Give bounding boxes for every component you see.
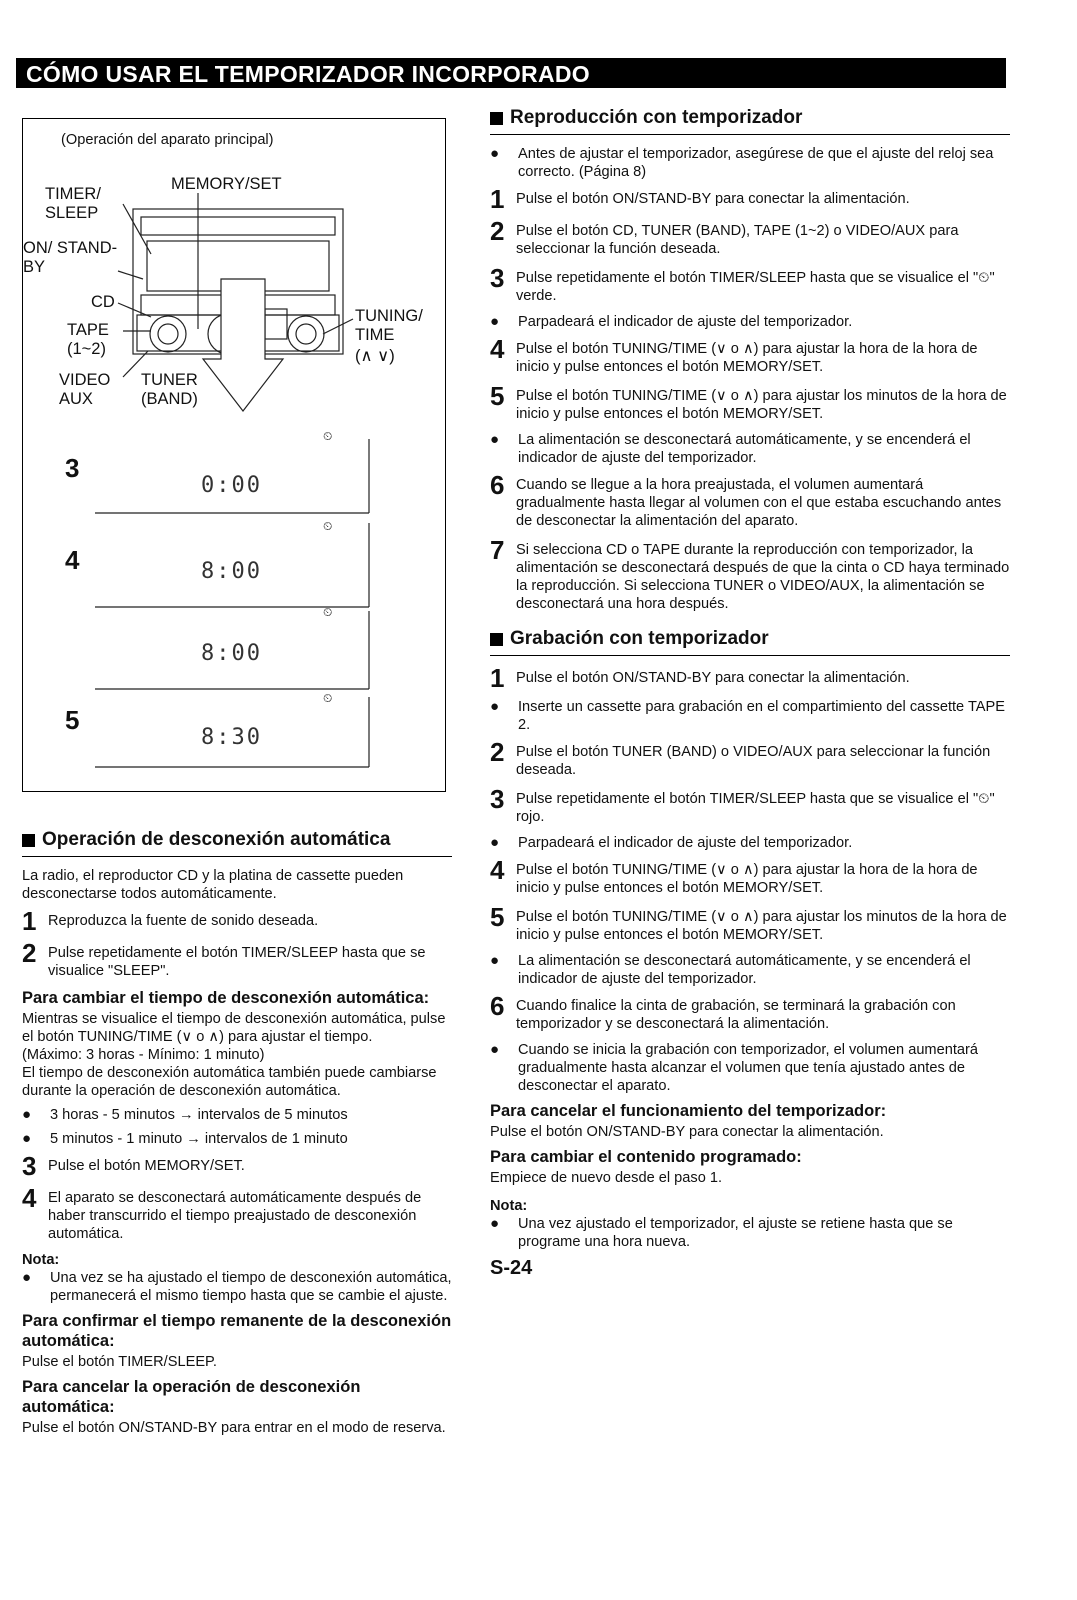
- bullet-item: ● 5 minutos - 1 minuto → intervalos de 1 minuto: [22, 1130, 348, 1147]
- change-time-note: El tiempo de desconexión automática también puede cambiarse durante la operación de desconexión automática.: [22, 1065, 437, 1099]
- bullet-item: ● Una vez ajustado el temporizador, el ajuste se retiene hasta que se programe una hora nueva.: [490, 1215, 953, 1250]
- recording-list: [490, 663, 1010, 1095]
- step: 4 Pulse el botón TUNING/TIME (∨ o ∧) para ajustar la hora de la hora de inicio y pulse entonces el botón MEMORY/SET.: [490, 334, 978, 375]
- timer-blink-icon: ⏲: [323, 605, 333, 619]
- page-title: CÓMO USAR EL TEMPORIZADOR INCORPORADO: [26, 61, 590, 87]
- cancel-timer-heading: Para cancelar el funcionamiento del temporizador:: [490, 1102, 887, 1120]
- label-memory-set: MEMORY/SET: [171, 175, 282, 193]
- cancel-auto-off-text: Pulse el botón ON/STAND-BY para entrar en el modo de reserva.: [22, 1420, 446, 1436]
- change-time-heading: Para cambiar el tiempo de desconexión automática:: [22, 989, 430, 1007]
- step: 3 Pulse repetidamente el botón TIMER/SLEEP hasta que se visualice el "⏲" rojo.: [490, 784, 995, 825]
- unit-diagram: [22, 118, 446, 792]
- page-header-bar: [16, 58, 1006, 88]
- label-tuner-band: TUNER (BAND): [141, 371, 198, 408]
- label-tuning-time: TUNING/ TIME: [355, 307, 423, 344]
- step: 7 Si selecciona CD o TAPE durante la reproducción con temporizador, la alimentación se desconectará después de que la cinta o CD haya terminado la reproducción. Si selecciona TUNER o VIDEO/AUX, la alimentación se desconectará una hora después.: [490, 535, 1010, 612]
- bullet-item: ● Una vez se ha ajustado el tiempo de desconexión automática, permanecerá el mismo tiempo hasta que se cambie el ajuste.: [22, 1269, 452, 1304]
- step: 4 El aparato se desconectará automáticamente después de haber transcurrido el tiempo preajustado de desconexión automática.: [22, 1183, 422, 1242]
- diagram-step-4: 4: [65, 545, 80, 575]
- diagram-step-3: 3: [65, 453, 80, 483]
- cancel-auto-off-heading: Para cancelar la operación de desconexión automática:: [22, 1378, 361, 1416]
- nota-label: Nota:: [22, 1252, 60, 1268]
- label-on-standby: ON/ STAND-BY: [23, 239, 118, 276]
- bullet-item: ● La alimentación se desconectará automáticamente, y se encenderá el indicador de ajuste del temporizador.: [490, 431, 971, 466]
- auto-off-section: [22, 828, 452, 1443]
- bullet-item: ● Antes de ajustar el temporizador, asegúrese de que el ajuste del reloj sea correcto. (Página 8): [490, 145, 994, 180]
- playback-list: [490, 145, 1010, 613]
- step: 6 Cuando finalice la cinta de grabación, se terminará la grabación con temporizador y se desconectará la alimentación.: [490, 991, 956, 1032]
- bullet-item: ● Cuando se inicia la grabación con temporizador, el volumen aumentará gradualmente hasta alcanzar el volumen que tenía ajustado antes de desconectar el aparato.: [490, 1041, 978, 1094]
- step: 3 Pulse repetidamente el botón TIMER/SLEEP hasta que se visualice el "⏲" verde.: [490, 263, 995, 304]
- display-step-5: 8:30: [201, 725, 262, 750]
- auto-off-heading: Operación de desconexión automática: [22, 828, 452, 857]
- confirm-text: Pulse el botón TIMER/SLEEP.: [22, 1354, 217, 1370]
- auto-off-intro: La radio, el reproductor CD y la platina de cassette pueden desconectarse todos automáticamente.: [22, 868, 404, 902]
- step: 5 Pulse el botón TUNING/TIME (∨ o ∧) para ajustar los minutos de la hora de inicio y pulse entonces el botón MEMORY/SET.: [490, 902, 1007, 943]
- step: 4 Pulse el botón TUNING/TIME (∨ o ∧) para ajustar la hora de la hora de inicio y pulse entonces el botón MEMORY/SET.: [490, 855, 978, 896]
- display-step-4: 8:00: [201, 559, 262, 584]
- bullet-item: ● 3 horas - 5 minutos → intervalos de 5 minutos: [22, 1106, 348, 1123]
- label-cd: CD: [91, 293, 115, 311]
- cancel-timer-text: Pulse el botón ON/STAND-BY para conectar la alimentación.: [490, 1124, 884, 1140]
- timer-blink-icon: ⏲: [323, 691, 333, 705]
- change-time-text: Mientras se visualice el tiempo de desconexión automática, pulse el botón TUNING/TIME (∨ o ∧) para ajustar el tiempo.: [22, 1011, 446, 1045]
- label-timer-sleep: TIMER/ SLEEP: [45, 185, 101, 222]
- display-step-3: 0:00: [201, 473, 262, 498]
- confirm-heading: Para confirmar el tiempo remanente de la desconexión automática:: [22, 1312, 452, 1350]
- unit-drawing: [23, 119, 445, 791]
- step: 6 Cuando se llegue a la hora preajustada, el volumen aumentará gradualmente hasta llegar al volumen con el que estaba escuchando antes de desconectar la alimentación del aparato.: [490, 470, 1002, 529]
- bullet-item: ● La alimentación se desconectará automáticamente, y se encenderá el indicador de ajuste del temporizador.: [490, 952, 971, 987]
- diagram-step-5: 5: [65, 705, 80, 735]
- step: 1 Pulse el botón ON/STAND-BY para conectar la alimentación.: [490, 184, 910, 214]
- bullet-item: ● Parpadeará el indicador de ajuste del temporizador.: [490, 313, 853, 330]
- step: 2 Pulse repetidamente el botón TIMER/SLEEP hasta que se visualice "SLEEP".: [22, 938, 426, 979]
- timer-blink-icon: ⏲: [323, 519, 333, 533]
- step: 2 Pulse el botón TUNER (BAND) o VIDEO/AUX para seleccionar la función deseada.: [490, 737, 991, 778]
- bullet-item: ● Parpadeará el indicador de ajuste del temporizador.: [490, 834, 853, 851]
- diagram-caption: (Operación del aparato principal): [61, 132, 274, 148]
- change-program-text: Empiece de nuevo desde el paso 1.: [490, 1170, 723, 1186]
- label-arrows: (∧ ∨): [355, 347, 395, 365]
- timer-blink-icon: ⏲: [323, 429, 333, 443]
- step: 5 Pulse el botón TUNING/TIME (∨ o ∧) para ajustar los minutos de la hora de inicio y pulse entonces el botón MEMORY/SET.: [490, 381, 1007, 422]
- change-time-range: (Máximo: 3 horas - Mínimo: 1 minuto): [22, 1047, 265, 1063]
- display-step-4b: 8:00: [201, 641, 262, 666]
- page-number: S-24: [490, 1257, 533, 1279]
- step: 3 Pulse el botón MEMORY/SET.: [22, 1151, 245, 1181]
- step: 1 Reproduzca la fuente de sonido deseada.: [22, 906, 319, 936]
- label-video-aux: VIDEO AUX: [59, 371, 111, 408]
- recording-heading: Grabación con temporizador: [490, 627, 1010, 656]
- playback-heading: Reproducción con temporizador: [490, 106, 1010, 135]
- step: 1 Pulse el botón ON/STAND-BY para conectar la alimentación.: [490, 663, 910, 693]
- label-tape: TAPE (1~2): [67, 321, 109, 358]
- change-program-heading: Para cambiar el contenido programado:: [490, 1148, 802, 1166]
- right-column: [490, 106, 1010, 1277]
- nota-label: Nota:: [490, 1198, 528, 1214]
- bullet-item: ● Inserte un cassette para grabación en el compartimiento del cassette TAPE 2.: [490, 698, 1005, 733]
- step: 2 Pulse el botón CD, TUNER (BAND), TAPE (1~2) o VIDEO/AUX para seleccionar la función deseada.: [490, 216, 959, 257]
